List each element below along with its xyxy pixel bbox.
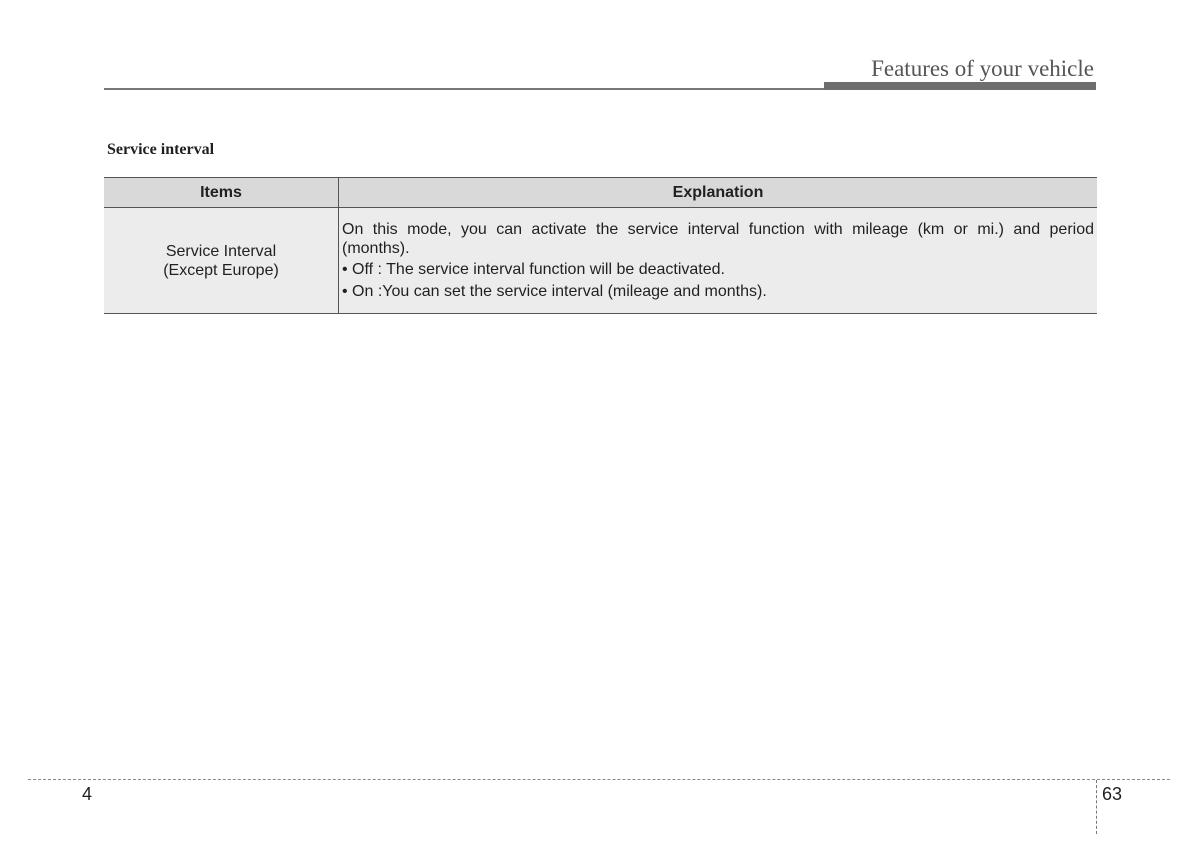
column-header-explanation: Explanation	[339, 178, 1098, 208]
page-number: 63	[1102, 784, 1123, 804]
table-row	[104, 208, 1097, 314]
explanation-text-line-1: On this mode, you can activate the service interval function with mileage (km or mi.) and period	[342, 220, 1094, 238]
table-header-row	[104, 178, 1097, 208]
explanation-text-line-2: (months).	[342, 239, 410, 257]
bullet-on: • On :You can set the service interval (mileage and months).	[342, 282, 767, 300]
header-accent-bar	[824, 82, 1096, 90]
header-rule	[104, 88, 824, 90]
chapter-number: 4	[81, 784, 92, 804]
explanation-cell	[339, 208, 1098, 314]
item-qualifier: (Except Europe)	[163, 261, 279, 279]
footer-dashed-rule	[28, 779, 1170, 780]
page-header-title: Features of your vehicle	[871, 56, 1094, 81]
item-name: Service Interval	[165, 242, 277, 260]
item-cell	[104, 208, 339, 314]
service-interval-table	[104, 177, 1097, 314]
bullet-off: • Off : The service interval function will be deactivated.	[342, 260, 725, 278]
column-header-items: Items	[104, 178, 339, 208]
section-heading: Service interval	[107, 141, 215, 158]
footer-page-divider	[1096, 780, 1097, 834]
